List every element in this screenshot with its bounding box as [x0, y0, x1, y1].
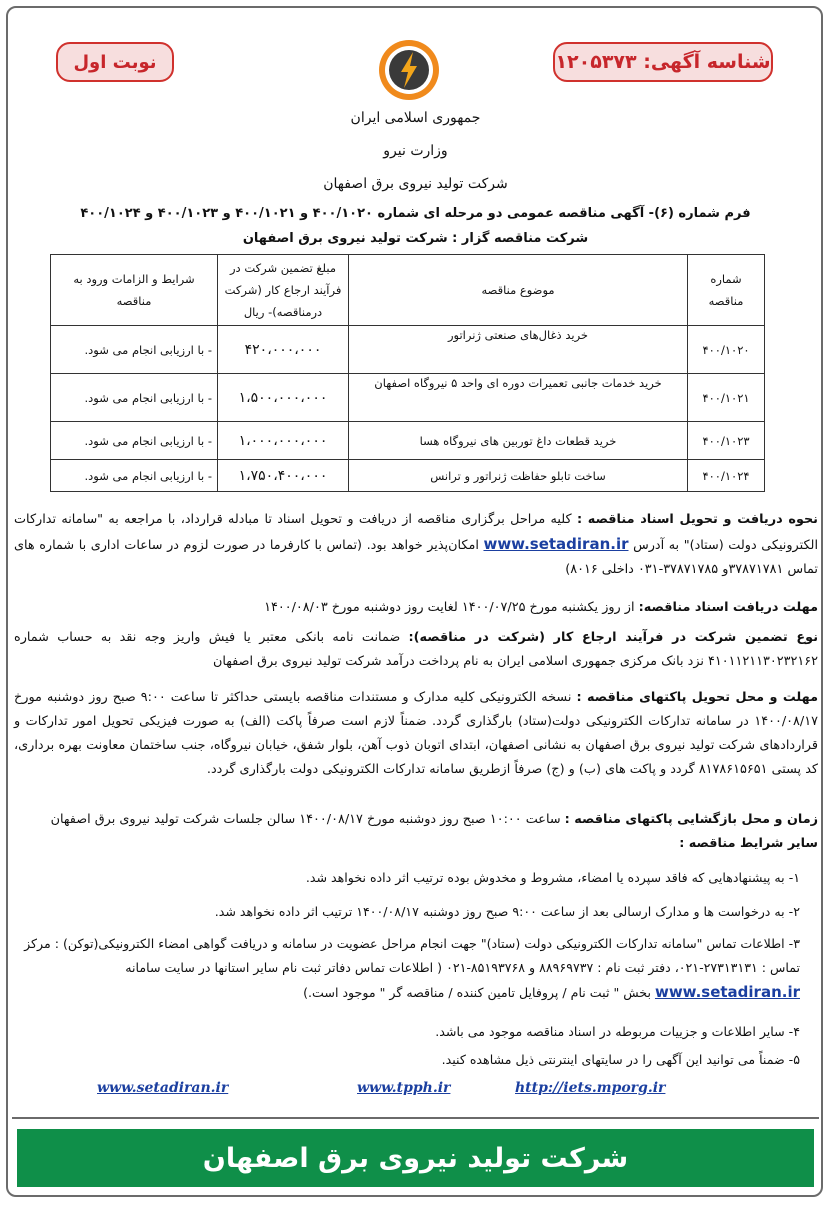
tender-conditions: - با ارزیابی انجام می شود.: [51, 326, 218, 374]
tender-amount: ۴۲۰،۰۰۰،۰۰۰: [218, 326, 349, 374]
condition-item-3: [20, 932, 800, 1005]
tender-amount: ۱،۷۵۰،۴۰۰،۰۰۰: [218, 460, 349, 492]
table-row: [51, 326, 765, 374]
tender-number: ۴۰۰/۱۰۲۴: [688, 460, 765, 492]
delivery-label: مهلت و محل تحویل پاکتهای مناقصه :: [576, 690, 819, 705]
tender-conditions: - با ارزیابی انجام می شود.: [51, 422, 218, 460]
condition-item-2: ۲- به درخواست ها و مدارک ارسالی بعد از ساعت ۹:۰۰ صبح روز دوشنبه ۱۴۰۰/۰۸/۱۷ ترتیب اثر داده نخواهد شد.: [214, 904, 800, 919]
condition-item-3-text-b: بخش " ثبت نام / پروفایل تامین کننده / مناقصه گر " موجود است.): [303, 985, 651, 1000]
tender-subject: ساخت تابلو حفاظت ژنراتور و ترانس: [349, 460, 688, 492]
deadline-paragraph: [14, 596, 818, 620]
footer-divider: [12, 1117, 819, 1119]
ad-id-badge: شناسه آگهی: ۱۲۰۵۳۷۳: [553, 42, 773, 82]
documents-label: نحوه دریافت و تحویل اسناد مناقصه :: [576, 512, 818, 527]
table-row: [51, 374, 765, 422]
setadiran-link-2[interactable]: www.setadiran.ir: [654, 983, 800, 1001]
footer-link-iets[interactable]: http://iets.mporg.ir: [515, 1080, 666, 1096]
table-row: [51, 460, 765, 492]
documents-paragraph: [14, 508, 818, 582]
col-subject-header: موضوع مناقصه: [349, 255, 688, 326]
tender-amount: ۱،۵۰۰،۰۰۰،۰۰۰: [218, 374, 349, 422]
table-header-row: [51, 255, 765, 326]
tender-number: ۴۰۰/۱۰۲۳: [688, 422, 765, 460]
footer-link-tpph[interactable]: www.tpph.ir: [357, 1080, 451, 1096]
footer-links: [0, 1080, 831, 1104]
company-logo-icon: [377, 38, 441, 102]
footer-link-setadiran[interactable]: www.setadiran.ir: [97, 1080, 229, 1096]
tender-subject: خرید ذغال‌های صنعتی ژنراتور: [349, 326, 688, 374]
documents-text-b: امکان‌پذیر خواهد بود. (تماس با کارفرما در صورت لزوم در ساعات اداری با شماره های تماس ۳۷۸۷۱۷۸۱و ۳۷۸۷۱۷۸۵-۰۳۱ داخلی ۸۰۱۶): [14, 538, 818, 577]
other-conditions-label: سایر شرایط مناقصه :: [679, 836, 818, 851]
opening-text: ساعت ۱۰:۰۰ صبح روز دوشنبه مورخ ۱۴۰۰/۰۸/۱۷ سالن جلسات شرکت تولید نیروی برق اصفهان: [50, 812, 561, 827]
condition-item-3-text-a: ۳- اطلاعات تماس "سامانه تدارکات الکترونیکی دولت (ستاد)" جهت انجام مراحل عضویت در سامانه و دریافت گواهی امضاء الکترونیکی(توکن) : مرکز تماس : ۲۷۳۱۳۱۳۱-۰۲۱، دفتر ثبت نام : ۸۸۹۶۹۷۳۷ و ۸۵۱۹۳۷۶۸-۰۲۱ ( اطلاعات تماس دفاتر ثبت نام سایر استانها در سایت سامانه: [24, 936, 800, 975]
deadline-text: از روز یکشنبه مورخ ۱۴۰۰/۰۷/۲۵ لغایت روز دوشنبه مورخ ۱۴۰۰/۰۸/۰۳: [264, 600, 635, 615]
condition-item-5: ۵- ضمناً می توانید این آگهی را در سایتهای اینترنتی ذیل مشاهده کنید.: [441, 1052, 800, 1067]
header-line-ministry: وزارت نیرو: [383, 143, 448, 159]
publication-badge: نوبت اول: [56, 42, 174, 82]
tender-table: [50, 254, 765, 492]
guarantee-paragraph: [14, 626, 818, 674]
tender-number: ۴۰۰/۱۰۲۱: [688, 374, 765, 422]
documents-text-a: کلیه مراحل برگزاری مناقصه از دریافت و تحویل اسناد تا مبادله قرارداد، با مراجعه به "سامانه تدارکات الکترونیکی دولت (ستاد)" به آدرس: [14, 512, 818, 553]
col-conditions-header: شرایط و الزامات ورود به مناقصه: [51, 255, 218, 326]
opening-paragraph: [14, 808, 818, 832]
guarantee-text: ضمانت نامه بانکی معتبر یا فیش واریز وجه نقد به حساب شماره ۴۱۰۱۱۲۱۱۳۰۲۳۲۱۶۲ نزد بانک مرکزی جمهوری اسلامی ایران به نام پرداخت درآمد شرکت تولید نیروی برق اصفهان: [14, 630, 818, 669]
tender-amount: ۱،۰۰۰،۰۰۰،۰۰۰: [218, 422, 349, 460]
tender-number: ۴۰۰/۱۰۲۰: [688, 326, 765, 374]
condition-item-4: ۴- سایر اطلاعات و جزییات مربوطه در اسناد مناقصه موجود می باشد.: [435, 1024, 800, 1039]
delivery-text: نسخه الکترونیکی کلیه مدارک و مستندات مناقصه بایستی حداکثر تا ساعت ۹:۰۰ صبح روز دوشنبه مورخ ۱۴۰۰/۰۸/۱۷ در سامانه تدارکات الکترونیکی دولت(ستاد) بارگذاری گردد. ضمناً لازم است صرفاً پاکت (الف) به صورت فیزیکی تحویل امور تدارکات و قراردادهای شرکت تولید نیروی برق اصفهان به نشانی اصفهان، ابتدای اتوبان ذوب آهن، بلوار شفق، خیابان نیروگاه، جنب ساختمان معاونت بهره برداری، کد پستی ۸۱۷۸۶۱۵۶۵۱ گردد و پاکت های (ب) و (ج) صرفاً ازطریق سامانه تدارکات الکترونیکی دولت بارگذاری گردد.: [14, 690, 818, 777]
header-line-republic: جمهوری اسلامی ایران: [350, 110, 481, 126]
delivery-paragraph: [14, 686, 818, 782]
header-line-company: شرکت تولید نیروی برق اصفهان: [323, 176, 508, 192]
setadiran-link[interactable]: www.setadiran.ir: [483, 535, 629, 553]
other-conditions-heading: [14, 832, 818, 856]
tender-subject: خرید قطعات داغ توربین های نیروگاه هسا: [349, 422, 688, 460]
form-title: فرم شماره (۶)- آگهی مناقصه عمومی دو مرحله ای شماره ۴۰۰/۱۰۲۰ و ۴۰۰/۱۰۲۱ و ۴۰۰/۱۰۲۳ و ۴۰۰/۱۰۲۴: [80, 206, 751, 221]
tender-conditions: - با ارزیابی انجام می شود.: [51, 374, 218, 422]
tender-conditions: - با ارزیابی انجام می شود.: [51, 460, 218, 492]
condition-item-1: ۱- به پیشنهادهایی که فاقد سپرده یا امضاء، مشروط و مخدوش بوده ترتیب اثر داده نخواهد شد.: [305, 870, 800, 885]
company-banner: شرکت تولید نیروی برق اصفهان: [17, 1129, 814, 1187]
tender-subject: خرید خدمات جانبی تعمیرات دوره ای واحد ۵ نیروگاه اصفهان: [349, 374, 688, 422]
guarantee-label: نوع تضمین شرکت در فرآیند ارجاع کار (شرکت در مناقصه):: [408, 630, 818, 645]
tender-holder: شرکت مناقصه گزار : شرکت تولید نیروی برق اصفهان: [242, 231, 589, 246]
col-number-header: شماره مناقصه: [688, 255, 765, 326]
deadline-label: مهلت دریافت اسناد مناقصه:: [638, 600, 818, 615]
col-amount-header: مبلغ تضمین شرکت در فرآیند ارجاع کار (شرکت درمناقصه)- ریال: [218, 255, 349, 326]
table-row: [51, 422, 765, 460]
opening-label: زمان و محل بازگشایی پاکتهای مناقصه :: [564, 812, 818, 827]
